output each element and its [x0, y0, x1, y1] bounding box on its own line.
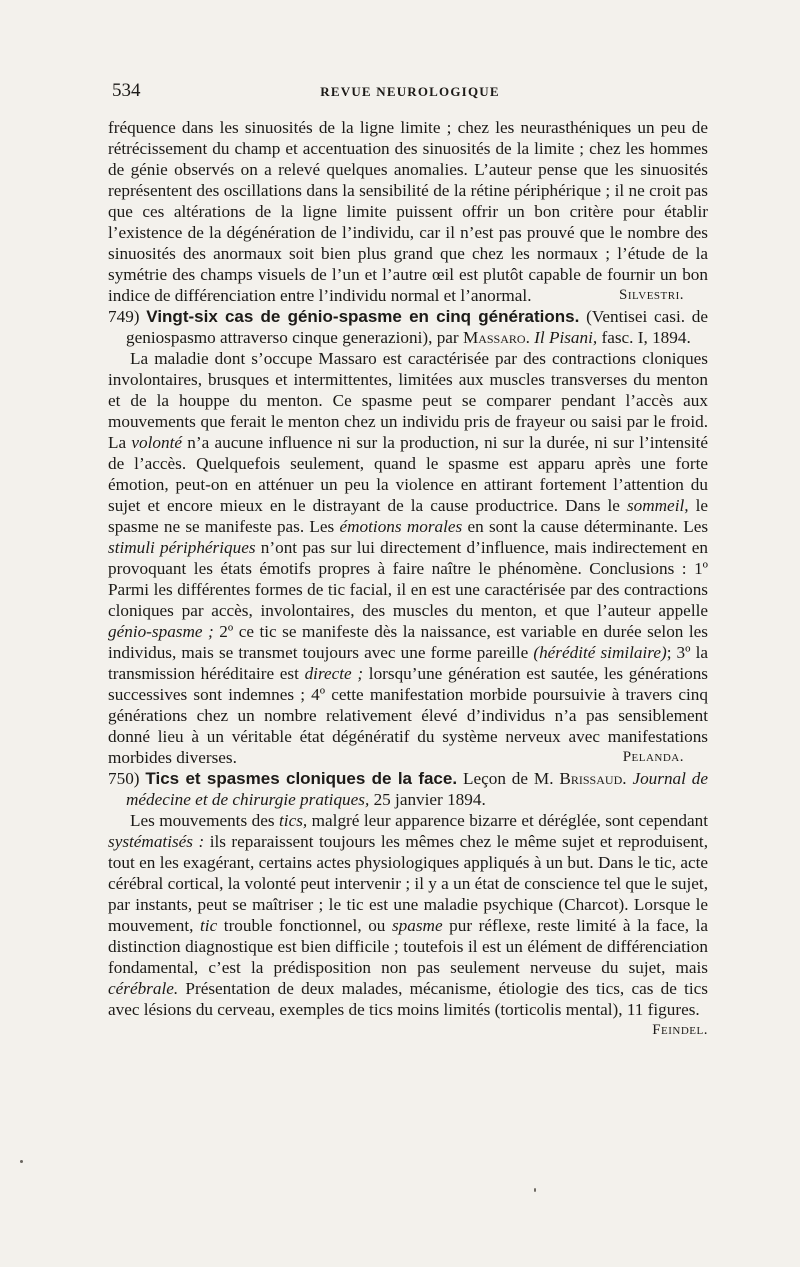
entry-749-ref-end: fasc. I, 1894. — [601, 328, 691, 347]
text-run: ils reparaissent toujours les mêmes chez le même sujet et reproduisent, tout en les exagérant, certains actes physiologiques appliqués à un but. Dans le tic, acte cérébral cortical, la volonté peut intervenir ; il y a un état de conscience tel que le sujet, par instants, peut se maîtriser ; le tic est une maladie psychique (Charcot). Lorsque le mouvement, — [108, 832, 709, 935]
entry-749-number: 749) — [108, 307, 140, 326]
intro-paragraph — [108, 117, 708, 306]
italic-run: tics, — [279, 811, 308, 830]
italic-run: volonté — [131, 433, 182, 452]
page-number: 534 — [112, 80, 141, 101]
running-header — [112, 80, 708, 110]
text-run: n’ont pas sur lui directement d’influence, mais indirectement en provoquant les états émotifs propres à faire naître le phénomène. Conclusions : 1º Parmi les différentes formes de tic facial, il en est une caractérisée par des contractions cloniques par accès, involontaires, des muscles du menton, et que l’auteur appelle — [108, 538, 708, 620]
entry-749-heading — [108, 306, 708, 348]
italic-run: stimuli périphériques — [108, 538, 256, 557]
journal-title: REVUE NEUROLOGIQUE — [320, 84, 500, 99]
entry-749-author: Massaro. — [462, 328, 530, 347]
italic-run: génio-spasme ; — [108, 622, 214, 641]
text-run: Les mouvements des — [130, 811, 275, 830]
entry-750-ref-end: 25 janvier 1894. — [373, 790, 486, 809]
italic-run: émotions morales — [339, 517, 463, 536]
text-run: Présentation de deux malades, mécanisme, étiologie des tics, cas de tics avec lésions du cerveau, exemples de tics moins limités (torticolis mental), 11 figures. — [108, 979, 709, 1019]
entry-750-heading — [108, 768, 708, 810]
italic-run: directe ; — [304, 664, 364, 683]
entry-749-abstract — [108, 348, 708, 768]
italic-run: spasme — [391, 916, 443, 935]
article-body — [108, 117, 708, 1041]
text-run: pur réflexe, reste limité à la face, la distinction diagnostique est bien difficile ; toutefois il est un élément de différenciation fondamental, c’est la prédisposition non pas seulement nerveuse du sujet, mais — [108, 916, 709, 977]
intro-text: fréquence dans les sinuosités de la ligne limite ; chez les neurasthéniques un peu de rétrécissement du champ et accentuation des sinuosités de la limite ; chez les hommes de génie observés on a relevé quelques anomalies. L’auteur pense que les sinuosités représentent des oscillations dans la sensibilité de la rétine périphérique ; il ne croit pas que ces altérations de la ligne limite puissent offrir un bon critère pour établir l’existence de la dégénération de l’individu, car il n’est pas prouvé que le nombre des sinuosités des anormaux soit bien plus grand que chez les normaux ; l’étude de la symétrie des champs visuels de l’un et l’autre œil est plutôt capable de fournir un bon indice de différenciation entre l’individu normal et l’anormal. — [108, 118, 708, 305]
text-run: trouble fonctionnel, ou — [223, 916, 386, 935]
text-run: malgré leur apparence bizarre et déréglée, sont cependant — [311, 811, 709, 830]
entry-749-title: Vingt-six cas de génio-spasme en cinq générations. — [146, 307, 580, 326]
text-run: La maladie dont s’occupe Massaro est caractérisée par des contractions cloniques involontaires, brusques et intermittentes, limitées aux muscles transverses du menton et de la houppe du menton. Ce spasme peut se comparer pendant l’accès aux mouvements que ferait le menton chez un individu pris de frayeur ou saisi par le froid. La — [108, 349, 708, 452]
signature-pelanda: Pelanda. — [622, 749, 684, 765]
entry-749-ref: (Ventisei casi. de geniospasmo attraverso cinque generazioni), par — [126, 307, 709, 347]
paper-speck — [20, 1160, 23, 1163]
text-run: 2º ce tic se manifeste dès la naissance, est variable en durée selon les individus, mais se transmet toujours avec une forme pareille — [108, 622, 708, 662]
entry-750-ref: Leçon de M. — [462, 769, 554, 788]
entry-749-source: Il Pisani, — [534, 328, 598, 347]
entry-750-title: Tics et spasmes cloniques de la face. — [145, 769, 458, 788]
text-run: lorsqu’une génération est sautée, les générations successives sont indemnes ; 4º cette manifestation morbide poursuivie à travers cinq générations chez un nombre relativement élevé d’individus n’a pas sensiblement donné lieu à un véritable état dégénératif du système nerveux avec manifestations morbides diverses. — [108, 664, 708, 767]
entry-750-author: Brissaud. — [559, 769, 627, 788]
italic-run: sommeil, — [626, 496, 689, 515]
entry-750-number: 750) — [108, 769, 140, 788]
italic-run: systématisés : — [108, 832, 205, 851]
italic-run: (hérédité similaire) — [533, 643, 667, 662]
signature-silvestri: Silvestri. — [619, 287, 684, 303]
paper-speck — [534, 1188, 536, 1192]
text-run: ; 3º la transmission héréditaire est — [108, 643, 708, 683]
italic-run: tic — [200, 916, 218, 935]
entry-750-source: Journal de médecine et de chirurgie pratiques, — [126, 769, 709, 809]
italic-run: cérébrale. — [108, 979, 179, 998]
text-run: n’a aucune influence ni sur la production, ni sur la durée, ni sur l’intensité de l’accès. Quelquefois seulement, quand le spasme est apparu après une forte émotion, peut-on en atténuer un peu la violence en attirant fortement l’attention du sujet et encore mieux en le distrayant de la cause productrice. Dans le — [108, 433, 709, 515]
signature-feindel: Feindel. — [652, 1022, 708, 1038]
text-run: le spasme ne se manifeste pas. Les — [108, 496, 709, 536]
entry-750-abstract — [108, 810, 709, 1038]
text-run: en sont la cause déterminante. Les — [467, 517, 709, 536]
